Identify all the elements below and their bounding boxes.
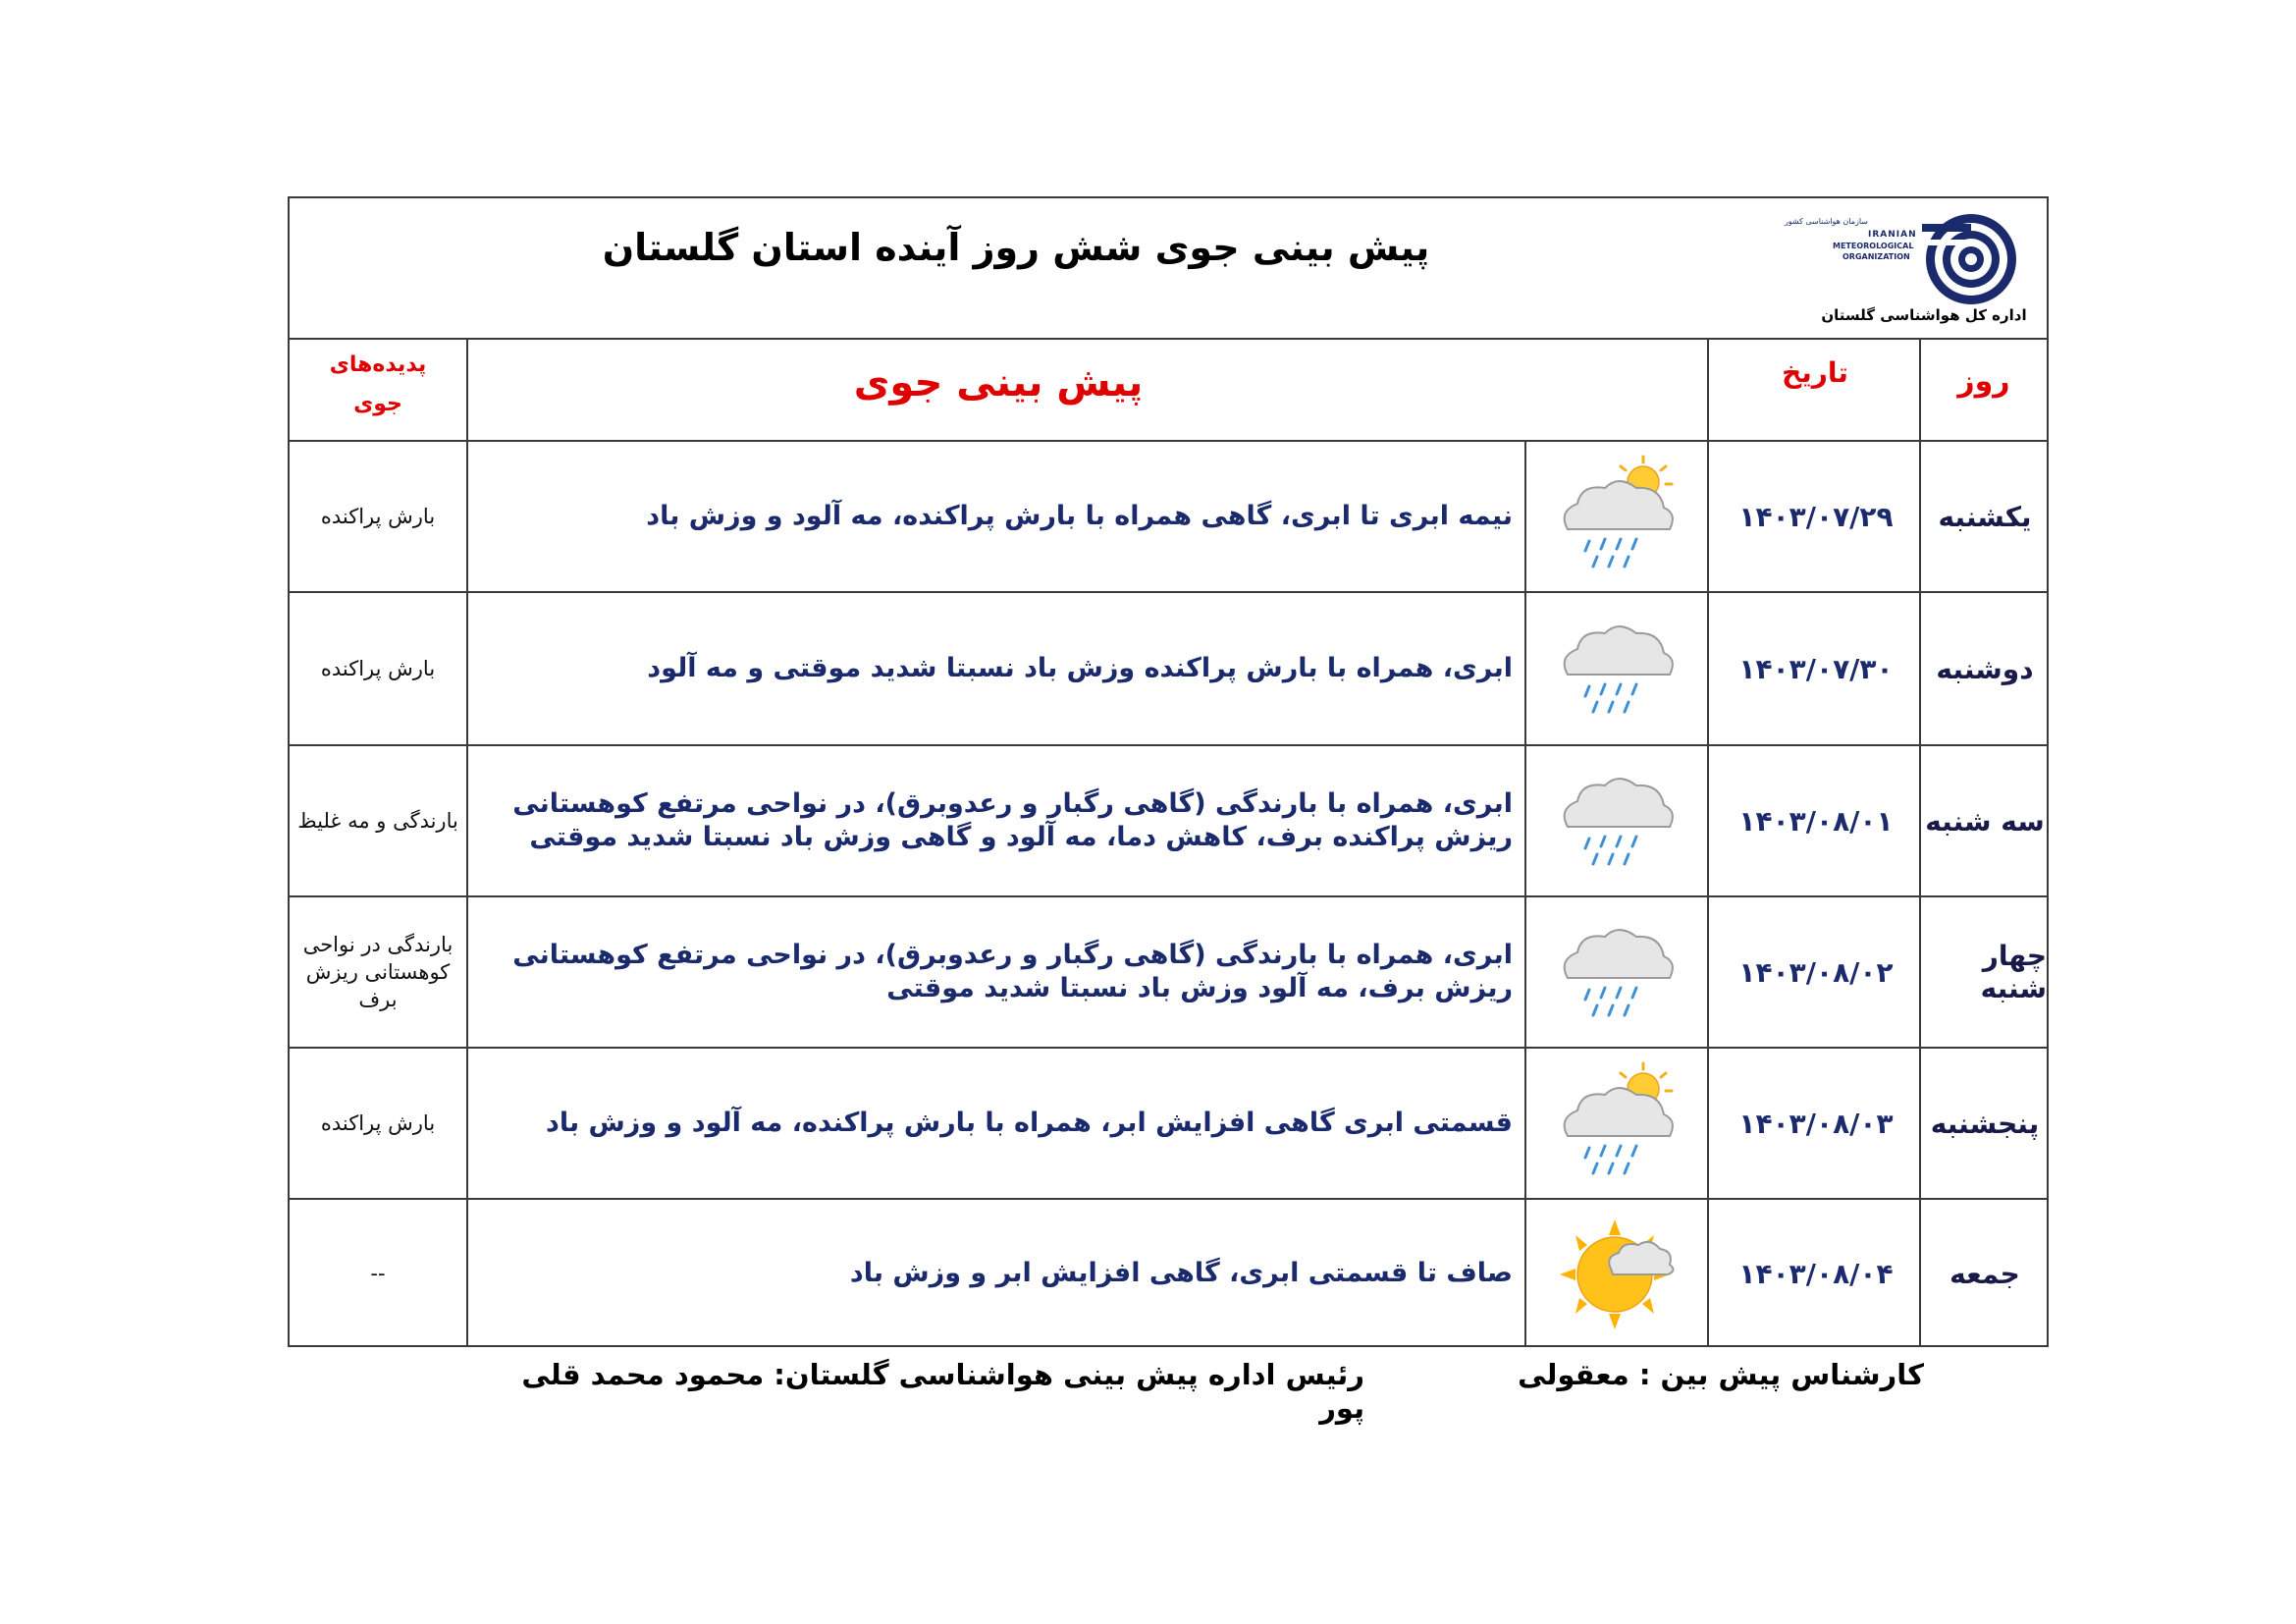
forecaster-name: کارشناس پیش بین : معقولی [1518,1358,1924,1391]
phenomena-cell: بارندگی در نواحی کوهستانی ریزش برف [302,933,454,1011]
svg-text:ORGANIZATION: ORGANIZATION [1842,252,1910,261]
table-row [290,746,2047,895]
table-row [290,593,2047,744]
forecast-description: ابری، همراه با بارندگی (گاهی رگبار و رعدوبرق)، در نواحی مرتفع کوهستانی ریزش پراکنده برف، کاهش دما، مه آلود و گاهی وزش باد نسبتا شدید موقتی [512,788,1513,852]
table-row [290,442,2047,591]
header-day: روز [1957,364,2010,399]
svg-text:سازمان هواشناسی کشور: سازمان هواشناسی کشور [1784,217,1868,226]
department-head-name: رئیس اداره پیش بینی هواشناسی گلستان: محمود محمد قلی پور [521,1358,1364,1425]
day-cell: یکشنبه [1938,500,2032,533]
logo-caption: اداره کل هواشناسی گلستان [1821,306,2027,324]
cloud-rain-icon [1528,897,1709,1047]
header-phenomena-line2: جوی [353,392,402,416]
table-row [290,1049,2047,1198]
header-forecast: پیش بینی جوی [853,360,1144,406]
phenomena-cell: بارش پراکنده [320,657,436,680]
forecast-table [288,196,2049,1347]
partly-cloudy-rain-icon [1528,1049,1709,1198]
date-cell: ۱۴۰۳/۰۸/۰۲ [1738,955,1894,989]
partly-cloudy-rain-icon [1528,442,1709,591]
date-cell: ۱۴۰۳/۰۸/۰۴ [1738,1257,1894,1290]
forecast-description: نیمه ابری تا ابری، گاهی همراه با بارش پراکنده، مه آلود و وزش باد [646,501,1513,531]
svg-text:IRANIAN: IRANIAN [1868,230,1917,240]
cloud-rain-icon [1528,593,1709,744]
forecast-description: ابری، همراه با بارش پراکنده وزش باد نسبتا شدید موقتی و مه آلود [647,653,1513,683]
header-phenomena [290,346,466,424]
date-cell: ۱۴۰۳/۰۸/۰۱ [1738,804,1894,838]
day-cell: چهار شنبه [1980,940,2047,1004]
cloud-rain-icon [1528,746,1709,895]
day-cell: جمعه [1949,1257,2020,1290]
phenomena-cell: -- [370,1262,386,1285]
forecast-description: ابری، همراه با بارندگی (گاهی رگبار و رعدوبرق)، در نواحی مرتفع کوهستانی ریزش برف، مه آلود وزش باد نسبتا شدید موقتی [512,940,1513,1003]
date-cell: ۱۴۰۳/۰۷/۲۹ [1738,500,1894,533]
day-cell: پنجشنبه [1930,1107,2040,1140]
table-row [290,897,2047,1047]
forecast-description: صاف تا قسمتی ابری، گاهی افزایش ابر و وزش باد [849,1258,1513,1288]
date-cell: ۱۴۰۳/۰۷/۳۰ [1738,652,1894,685]
svg-text:METEOROLOGICAL: METEOROLOGICAL [1833,242,1914,250]
phenomena-cell: بارندگی و مه غلیظ [297,809,458,833]
phenomena-cell: بارش پراکنده [320,1111,436,1135]
day-cell: دوشنبه [1936,652,2034,685]
sun-cloud-icon [1528,1200,1709,1347]
date-cell: ۱۴۰۳/۰۸/۰۳ [1738,1107,1894,1140]
table-row [290,1200,2047,1347]
page-title: پیش بینی جوی شش روز آینده استان گلستان [602,226,1430,269]
phenomena-cell: بارش پراکنده [320,505,436,528]
day-cell: سه شنبه [1925,804,2045,838]
header-date: تاریخ [1782,356,1848,389]
header-phenomena-line1: پدیده‌های [329,352,427,377]
forecast-description: قسمتی ابری گاهی افزایش ابر، همراه با بارش پراکنده، مه آلود و وزش باد [546,1108,1513,1138]
